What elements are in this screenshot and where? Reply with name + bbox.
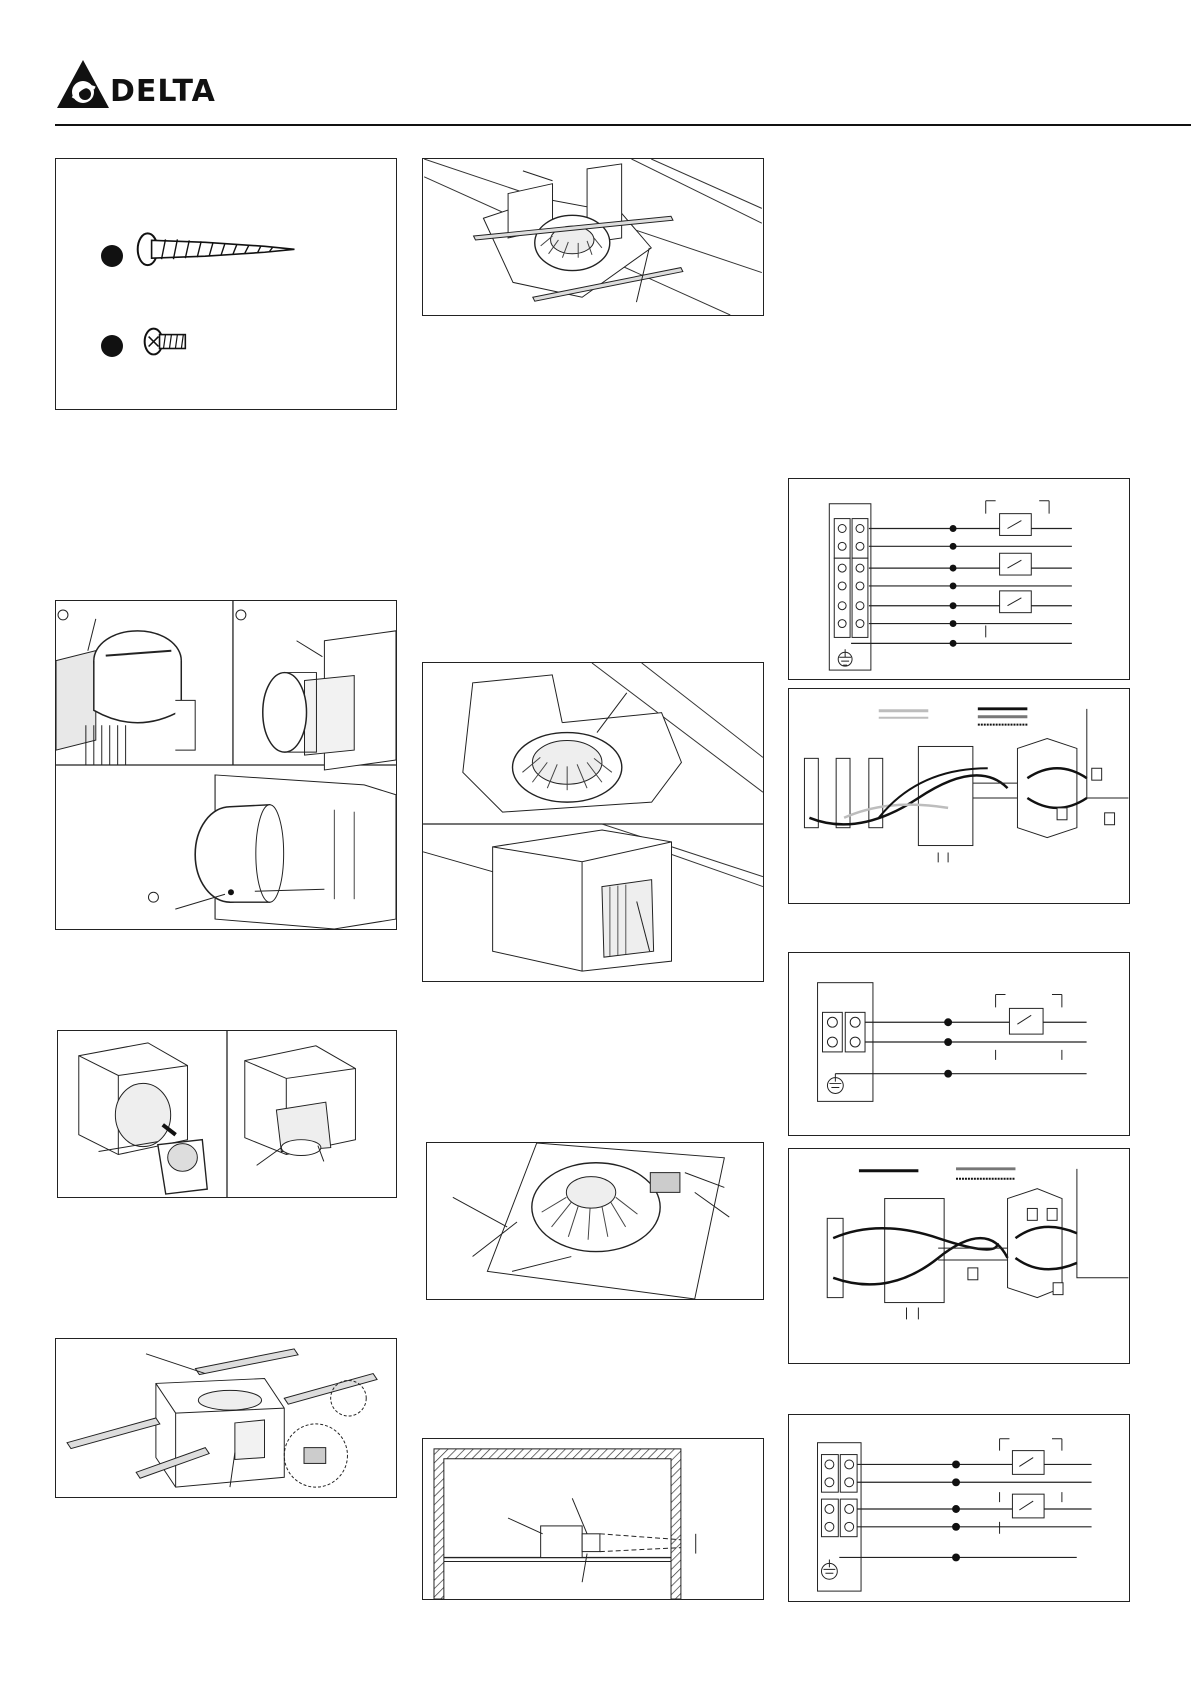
fan-grille-figure: [426, 1142, 764, 1300]
duct-rotation-figure: [57, 1030, 397, 1198]
housing-figure: [422, 662, 764, 982]
wiring-diagram-3switch: [788, 688, 1130, 904]
terminal-diagram-2switch: [788, 1414, 1130, 1602]
room-section-figure: [422, 1438, 764, 1600]
header-rule: [55, 124, 1191, 126]
wiring-diagram-1switch: [788, 1148, 1130, 1364]
hardware-box: [55, 158, 397, 410]
terminal-diagram-3switch: [788, 478, 1130, 680]
ceiling-install-figure: [422, 158, 764, 316]
brand-name: DELTA: [110, 74, 216, 109]
delta-logo-icon: [55, 58, 111, 110]
duct-connector-figure: [55, 600, 397, 930]
mounting-bars-figure: [55, 1338, 397, 1498]
machine-screw-icon: [56, 159, 396, 409]
terminal-diagram-1switch: [788, 952, 1130, 1136]
